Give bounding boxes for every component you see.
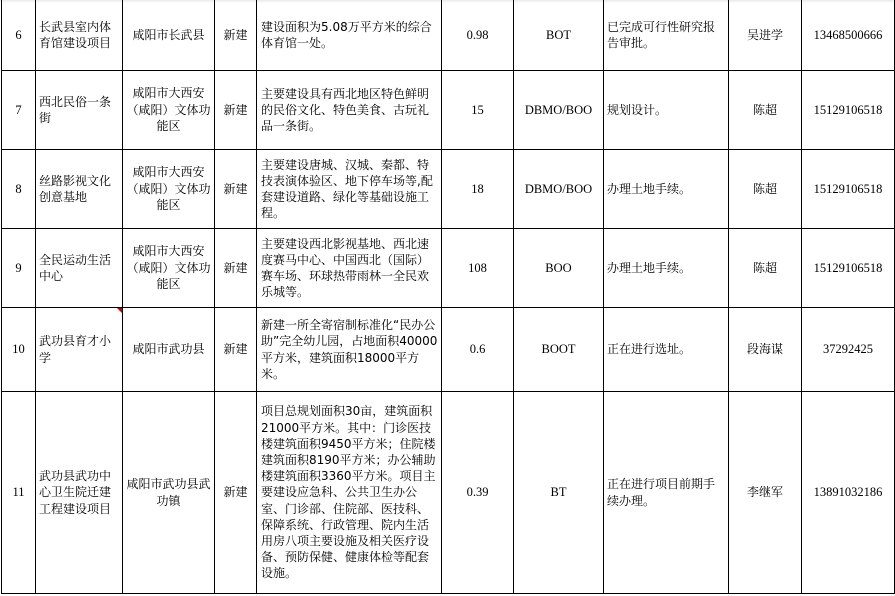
project-name-cell[interactable]: 长武县室内体育馆建设项目 <box>36 0 123 71</box>
table-row <box>2 308 895 392</box>
investment-cell[interactable]: 18 <box>442 150 514 229</box>
project-name-cell[interactable]: 西北民俗一条街 <box>36 71 123 150</box>
project-name-cell[interactable]: 丝路影视文化创意基地 <box>36 150 123 229</box>
phone-cell[interactable]: 13468500666 <box>802 0 895 71</box>
cooperation-mode-cell[interactable]: DBMO/BOO <box>514 150 604 229</box>
cooperation-mode-cell[interactable]: BOO <box>514 229 604 308</box>
investment-cell[interactable]: 0.98 <box>442 0 514 71</box>
cooperation-mode-cell[interactable]: BOOT <box>514 308 604 392</box>
contact-person-cell[interactable]: 陈超 <box>729 71 802 150</box>
project-content-cell[interactable]: 建设面积为5.08万平方米的综合体育馆一处。 <box>257 0 442 71</box>
contact-person-cell[interactable]: 陈超 <box>729 150 802 229</box>
phone-cell[interactable]: 15129106518 <box>802 150 895 229</box>
phone-cell[interactable]: 37292425 <box>802 308 895 392</box>
investment-cell[interactable]: 0.39 <box>442 392 514 594</box>
project-content-cell[interactable]: 新建一所全寄宿制标准化“民办公助”完全幼儿园，占地面积40000平方米，建筑面积18000平方米。 <box>257 308 442 392</box>
contact-person-cell[interactable]: 段海谋 <box>729 308 802 392</box>
construction-type-cell[interactable]: 新建 <box>215 392 257 594</box>
project-name-cell[interactable]: 全民运动生活中心 <box>36 229 123 308</box>
cooperation-mode-cell[interactable]: BOT <box>514 0 604 71</box>
contact-person-cell[interactable]: 李继军 <box>729 392 802 594</box>
location-cell[interactable]: 咸阳市大西安（咸阳）文体功能区 <box>123 71 215 150</box>
cooperation-mode-cell[interactable]: BT <box>514 392 604 594</box>
project-content-cell[interactable]: 主要建设西北影视基地、西北速度赛马中心、中国西北（国际）赛车场、环球热带雨林一全民欢乐城等。 <box>257 229 442 308</box>
table-row <box>2 71 895 150</box>
project-table <box>1 0 895 594</box>
row-number-cell[interactable]: 9 <box>2 229 36 308</box>
progress-cell[interactable]: 办理土地手续。 <box>604 150 729 229</box>
table-row <box>2 229 895 308</box>
row-number-cell[interactable]: 6 <box>2 0 36 71</box>
construction-type-cell[interactable]: 新建 <box>215 0 257 71</box>
location-cell[interactable]: 咸阳市长武县 <box>123 0 215 71</box>
phone-cell[interactable]: 13891032186 <box>802 392 895 594</box>
project-name-cell[interactable]: 武功县育才小学 <box>36 308 123 392</box>
location-cell[interactable]: 咸阳市武功县 <box>123 308 215 392</box>
location-cell[interactable]: 咸阳市大西安（咸阳）文体功能区 <box>123 229 215 308</box>
progress-cell[interactable]: 规划设计。 <box>604 71 729 150</box>
contact-person-cell[interactable]: 陈超 <box>729 229 802 308</box>
investment-cell[interactable]: 108 <box>442 229 514 308</box>
table-row <box>2 0 895 71</box>
table-body <box>2 0 895 594</box>
row-number-cell[interactable]: 11 <box>2 392 36 594</box>
construction-type-cell[interactable]: 新建 <box>215 229 257 308</box>
construction-type-cell[interactable]: 新建 <box>215 308 257 392</box>
table-row <box>2 392 895 594</box>
progress-cell[interactable]: 正在进行项目前期手续办理。 <box>604 392 729 594</box>
investment-cell[interactable]: 0.6 <box>442 308 514 392</box>
phone-cell[interactable]: 15129106518 <box>802 229 895 308</box>
location-cell[interactable]: 咸阳市武功县武功镇 <box>123 392 215 594</box>
contact-person-cell[interactable]: 吴进学 <box>729 0 802 71</box>
cooperation-mode-cell[interactable]: DBMO/BOO <box>514 71 604 150</box>
phone-cell[interactable]: 15129106518 <box>802 71 895 150</box>
project-name-cell[interactable]: 武功县武功中心卫生院迁建工程建设项目 <box>36 392 123 594</box>
progress-cell[interactable]: 已完成可行性研究报告审批。 <box>604 0 729 71</box>
location-cell[interactable]: 咸阳市大西安（咸阳）文体功能区 <box>123 150 215 229</box>
row-number-cell[interactable]: 10 <box>2 308 36 392</box>
construction-type-cell[interactable]: 新建 <box>215 71 257 150</box>
comment-indicator-icon <box>117 308 122 313</box>
project-content-cell[interactable]: 主要建设具有西北地区特色鲜明的民俗文化、特色美食、古玩礼品一条街。 <box>257 71 442 150</box>
construction-type-cell[interactable]: 新建 <box>215 150 257 229</box>
project-content-cell[interactable]: 主要建设唐城、汉城、秦都、特技表演体验区、地下停车场等,配套建设道路、绿化等基础设施工程。 <box>257 150 442 229</box>
investment-cell[interactable]: 15 <box>442 71 514 150</box>
row-number-cell[interactable]: 7 <box>2 71 36 150</box>
progress-cell[interactable]: 办理土地手续。 <box>604 229 729 308</box>
row-number-cell[interactable]: 8 <box>2 150 36 229</box>
table-row <box>2 150 895 229</box>
project-content-cell[interactable]: 项目总规划面积30亩，建筑面积21000平方米。其中：门诊医技楼建筑面积9450平方米；住院楼建筑面积8190平方米；办公辅助楼建筑面积3360平方米。项目主要建设应急科、公共卫生办公室、门诊部、住院部、医技科、保障系统、行政管理、院内生活用房八项主要设施及相关医疗设备、预防保健、健康体检等配套设施。 <box>257 392 442 594</box>
progress-cell[interactable]: 正在进行选址。 <box>604 308 729 392</box>
